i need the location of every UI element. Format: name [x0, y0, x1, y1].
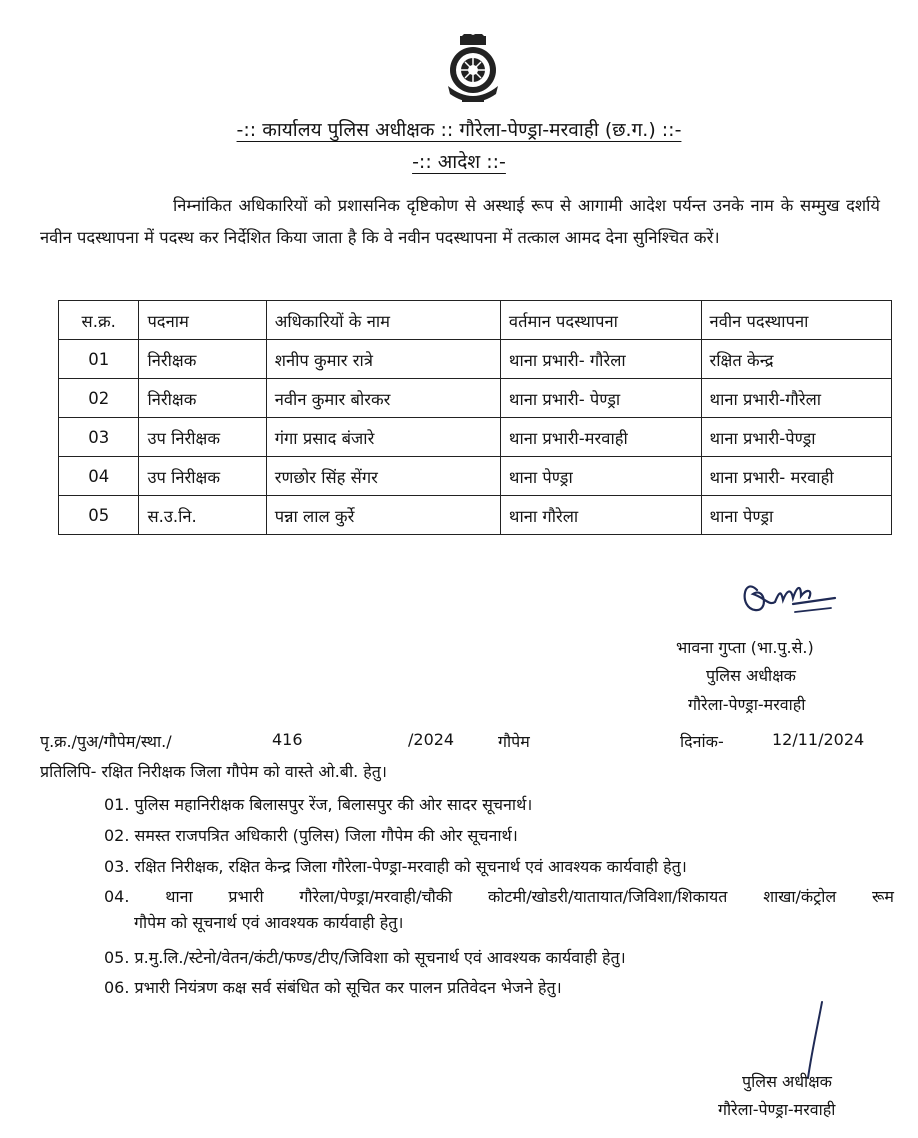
cell-new-posting: थाना प्रभारी-पेण्ड्रा — [701, 418, 891, 457]
cell-new-posting: थाना प्रभारी-गौरेला — [701, 379, 891, 418]
distribution-item: 06. प्रभारी नियंत्रण कक्ष सर्व संबंधित को सूचित कर पालन प्रतिवेदन भेजने हेतु। — [104, 978, 562, 997]
header-new-posting: नवीन पदस्थापना — [701, 301, 891, 340]
signatory-district: गौरेला-पेण्ड्रा-मरवाही — [688, 695, 806, 714]
signatory-designation: पुलिस अधीक्षक — [706, 666, 796, 685]
police-emblem-icon — [442, 34, 504, 104]
reference-prefix: पृ.क्र./पुअ/गौपेम/स्था./ — [40, 732, 172, 751]
intro-paragraph: निम्नांकित अधिकारियों को प्रशासनिक दृष्टिकोण से अस्थाई रूप से आगामी आदेश पर्यन्त उनके नाम के सम्मुख दर्शाये नवीन पदस्थापना में पदस्थ कर निर्देशित किया जाता है कि वे नवीन पदस्थापना में तत्काल आमद देना सुनिश्चित करें। — [40, 196, 880, 247]
cell-current-posting: थाना प्रभारी- पेण्ड्रा — [500, 379, 701, 418]
distribution-item: 03. रक्षित निरीक्षक, रक्षित केन्द्र जिला गौरेला-पेण्ड्रा-मरवाही को सूचनार्थ एवं आवश्यक कार्यवाही हेतु। — [104, 857, 687, 876]
distribution-item: 01. पुलिस महानिरीक्षक बिलासपुर रेंज, बिलासपुर की ओर सादर सूचनार्थ। — [104, 795, 533, 814]
cell-new-posting: रक्षित केन्द्र — [701, 340, 891, 379]
cell-designation: निरीक्षक — [139, 379, 266, 418]
table-header-row — [59, 301, 892, 340]
cell-designation: स.उ.नि. — [139, 496, 266, 535]
signature-mark — [800, 1000, 830, 1080]
cell-designation: उप निरीक्षक — [139, 418, 266, 457]
office-title: -:: कार्यालय पुलिस अधीक्षक :: गौरेला-पेण्ड्रा-मरवाही (छ.ग.) ::- — [236, 119, 682, 141]
cell-current-posting: थाना पेण्ड्रा — [500, 457, 701, 496]
cell-serial: 04 — [59, 457, 139, 496]
cell-new-posting: थाना पेण्ड्रा — [701, 496, 891, 535]
cell-serial: 03 — [59, 418, 139, 457]
table-row — [59, 496, 892, 535]
distribution-item: 05. प्र.मु.लि./स्टेनो/वेतन/कंटी/फण्ड/टीए/जिविशा को सूचनार्थ एवं आवश्यक कार्यवाही हेतु। — [104, 948, 626, 967]
cell-serial: 01 — [59, 340, 139, 379]
posting-table — [58, 300, 892, 535]
reference-suffix: गौपेम — [498, 732, 530, 751]
cell-officer-name: रणछोर सिंह सेंगर — [266, 457, 500, 496]
distribution-item-line: 04. थाना प्रभारी गौरेला/पेण्ड्रा/मरवाही/चौकी कोटमी/खोडरी/यातायात/जिविशा/शिकायत शाखा/कंट्रोल रूम — [104, 887, 894, 906]
table-row — [59, 418, 892, 457]
cell-designation: उप निरीक्षक — [139, 457, 266, 496]
cell-serial: 02 — [59, 379, 139, 418]
cell-officer-name: शनीप कुमार रात्रे — [266, 340, 500, 379]
signature-mark — [735, 568, 845, 624]
reference-date-label: दिनांक- — [680, 732, 724, 751]
cell-current-posting: थाना प्रभारी- गौरेला — [500, 340, 701, 379]
reference-date: 12/11/2024 — [772, 730, 865, 749]
copy-to-intro: प्रतिलिपि- रक्षित निरीक्षक जिला गौपेम को वास्ते ओ.बी. हेतु। — [40, 762, 387, 781]
footer-designation: पुलिस अधीक्षक — [742, 1072, 832, 1091]
distribution-item: 02. समस्त राजपत्रित अधिकारी (पुलिस) जिला गौपेम की ओर सूचनार्थ। — [104, 826, 518, 845]
reference-number: 416 — [272, 730, 303, 749]
table-row — [59, 457, 892, 496]
reference-year: /2024 — [408, 730, 455, 749]
distribution-item — [104, 884, 894, 936]
cell-new-posting: थाना प्रभारी- मरवाही — [701, 457, 891, 496]
table-row — [59, 340, 892, 379]
cell-designation: निरीक्षक — [139, 340, 266, 379]
header-officer-name: अधिकारियों के नाम — [266, 301, 500, 340]
cell-officer-name: नवीन कुमार बोरकर — [266, 379, 500, 418]
cell-serial: 05 — [59, 496, 139, 535]
header-current-posting: वर्तमान पदस्थापना — [500, 301, 701, 340]
cell-officer-name: पन्ना लाल कुर्रे — [266, 496, 500, 535]
distribution-item-line: गौपेम को सूचनार्थ एवं आवश्यक कार्यवाही हेतु। — [134, 913, 404, 932]
table-row — [59, 379, 892, 418]
header-serial: स.क्र. — [59, 301, 139, 340]
cell-current-posting: थाना गौरेला — [500, 496, 701, 535]
signatory-name: भावना गुप्ता (भा.पु.से.) — [676, 638, 814, 657]
footer-district: गौरेला-पेण्ड्रा-मरवाही — [718, 1100, 836, 1119]
cell-current-posting: थाना प्रभारी-मरवाही — [500, 418, 701, 457]
cell-officer-name: गंगा प्रसाद बंजारे — [266, 418, 500, 457]
header-designation: पदनाम — [139, 301, 266, 340]
order-title: -:: आदेश ::- — [412, 151, 506, 173]
reference-line — [40, 730, 890, 752]
